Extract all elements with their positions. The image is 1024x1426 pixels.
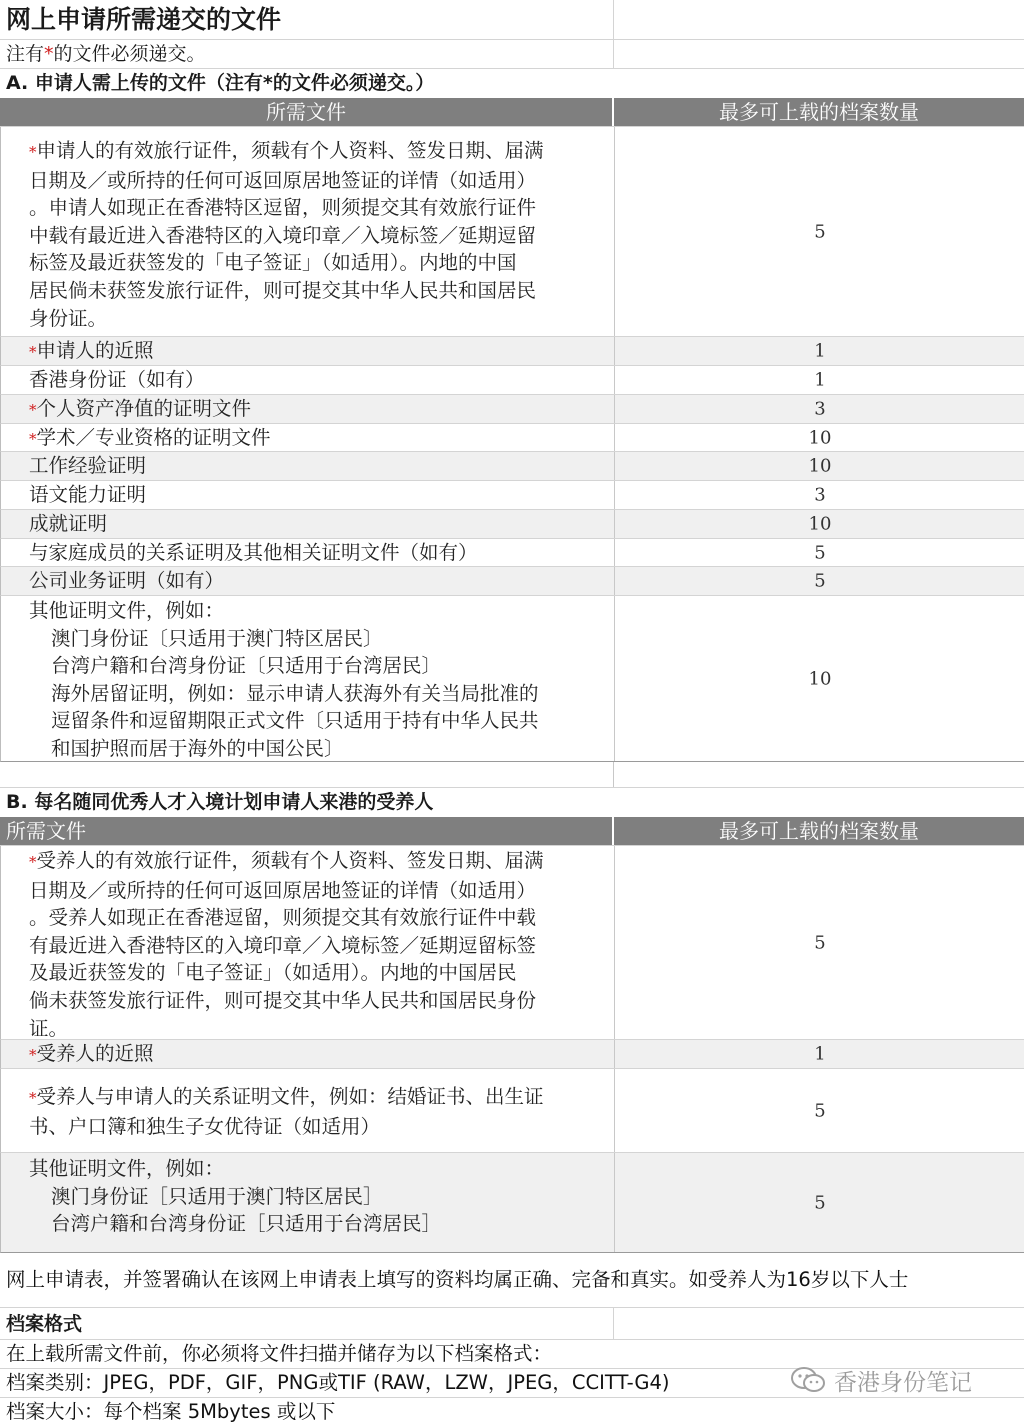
max-files-cell: 5 — [814, 932, 826, 953]
wechat-icon — [790, 1366, 826, 1394]
file-format-heading: 档案格式 — [6, 1313, 83, 1335]
max-files-cell: 1 — [814, 1043, 826, 1065]
max-files-cell: 10 — [808, 668, 832, 689]
table-row — [0, 1069, 1024, 1153]
watermark-text: 香港身份笔记 — [834, 1369, 972, 1396]
col-document-header: 所需文件 — [266, 100, 346, 124]
max-files-cell: 10 — [808, 455, 832, 477]
max-files-cell: 3 — [814, 484, 826, 506]
max-files-cell: 5 — [814, 1100, 826, 1121]
document-cell: 成就证明 — [1, 510, 615, 538]
max-files-cell: 5 — [814, 221, 826, 242]
document-cell: *受养人与申请人的关系证明文件，例如：结婚证书、出生证 书、户口簿和独生子女优待证（如适用） — [1, 1069, 615, 1152]
document-cell: 其他证明文件，例如： 澳门身份证〔只适用于澳门特区居民〕 台湾户籍和台湾身份证〔只适用于台湾居民〕 海外居留证明，例如：显示申请人获海外有关当局批准的 逗留条件和逗留期限正式文件〔只适用于持有中华人民共 和国护照而居于海外的中国公民〕 — [1, 596, 615, 761]
max-files-cell: 5 — [814, 570, 826, 592]
max-files-cell: 10 — [808, 513, 832, 535]
section-b-heading: B. 每名随同优秀人才入境计划申请人来港的受养人 — [6, 791, 434, 813]
table-row — [0, 395, 1024, 424]
table-row — [0, 127, 1024, 337]
file-format-size: 档案大小：每个档案 5Mbytes 或以下 — [6, 1400, 336, 1423]
file-format-types: 档案类别：JPEG，PDF，GIF，PNG或TIF (RAW，LZW，JPEG，CCITT-G4) — [6, 1371, 670, 1394]
col-max-header: 最多可上载的档案数量 — [719, 100, 919, 124]
max-files-cell: 5 — [814, 1192, 826, 1213]
statement-row — [0, 1253, 1024, 1308]
table-row — [0, 424, 1024, 452]
document-cell: *申请人的近照 — [1, 337, 615, 365]
section-a-heading: A. 申请人需上传的文件（注有*的文件必须递交。） — [6, 72, 435, 94]
max-files-cell: 3 — [814, 398, 826, 420]
section-b-heading-row — [0, 788, 1024, 817]
max-files-cell: 10 — [808, 427, 832, 448]
required-note: 注有*的文件必须递交。 — [6, 43, 206, 65]
table-row — [0, 567, 1024, 596]
document-cell: 语文能力证明 — [1, 481, 615, 509]
table-row — [0, 539, 1024, 567]
page-title: 网上申请所需递交的文件 — [6, 5, 282, 34]
table-row — [0, 1040, 1024, 1069]
table-row — [0, 1153, 1024, 1253]
document-cell: 香港身份证（如有） — [1, 366, 615, 394]
table-row — [0, 366, 1024, 395]
table-row — [0, 596, 1024, 762]
section-a-heading-row — [0, 69, 1024, 98]
document-cell: 工作经验证明 — [1, 452, 615, 480]
document-cell: *申请人的有效旅行证件，须载有个人资料、签发日期、届满 日期及／或所持的任何可返回原居地签证的详情（如适用） 。申请人如现正在香港特区逗留，则须提交其有效旅行证件 中载有最近进入香港特区的入境印章／入境标签／延期逗留 标签及最近获签发的「电子签证」（如适用）。内地的中国 居民倘未获签发旅行证件，则可提交其中华人民共和国居民 身份证。 — [1, 127, 615, 336]
title-row — [0, 0, 1024, 40]
watermark — [790, 1363, 972, 1397]
table-row — [0, 481, 1024, 510]
max-files-cell: 1 — [814, 369, 826, 391]
document-cell: 与家庭成员的关系证明及其他相关证明文件（如有） — [1, 539, 615, 566]
document-cell: 公司业务证明（如有） — [1, 567, 615, 595]
section-a-header — [0, 98, 1024, 127]
note-row — [0, 40, 1024, 69]
document-cell: *学术／专业资格的证明文件 — [1, 424, 615, 451]
max-files-cell: 1 — [814, 340, 826, 362]
table-row — [0, 846, 1024, 1040]
document-cell: *受养人的有效旅行证件，须载有个人资料、签发日期、届满 日期及／或所持的任何可返回原居地签证的详情（如适用） 。受养人如现正在香港逗留，则须提交其有效旅行证件中载 有最近进入香港特区的入境印章／入境标签／延期逗留标签 及最近获签发的「电子签证」（如适用）。内地的中国居民 倘未获签发旅行证件，则可提交其中华人民共和国居民身份 证。 — [1, 846, 615, 1039]
document-cell: *受养人的近照 — [1, 1040, 615, 1068]
table-row — [0, 337, 1024, 366]
table-row — [0, 510, 1024, 539]
max-files-cell: 5 — [814, 542, 826, 563]
spacer-row — [0, 762, 1024, 788]
table-row — [0, 452, 1024, 481]
document-cell: 其他证明文件，例如： 澳门身份证［只适用于澳门特区居民］ 台湾户籍和台湾身份证［只适用于台湾居民］ — [1, 1153, 615, 1252]
file-format-intro: 在上载所需文件前，你必须将文件扫描并储存为以下档案格式： — [6, 1342, 553, 1365]
statement-text: 网上申请表，并签署确认在该网上申请表上填写的资料均属正确、完备和真实。如受养人为16岁以下人士 — [6, 1268, 909, 1291]
document-cell: *个人资产净值的证明文件 — [1, 395, 615, 423]
file-format-heading-row — [0, 1308, 1024, 1340]
section-b-header — [0, 817, 1024, 846]
col-max-header: 最多可上载的档案数量 — [719, 819, 919, 843]
file-format-row — [0, 1398, 1024, 1425]
col-document-header: 所需文件 — [6, 819, 86, 843]
